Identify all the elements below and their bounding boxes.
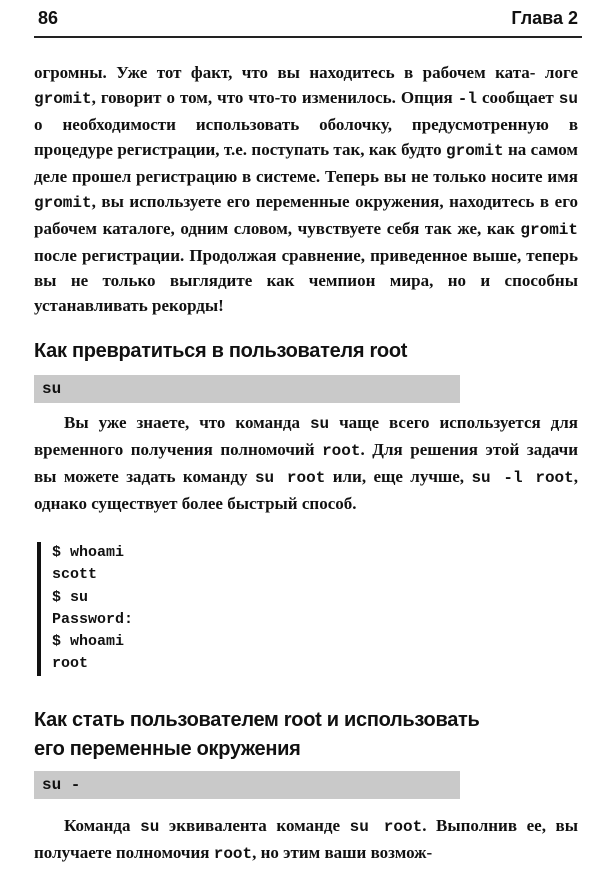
page-number: 86 [38, 8, 59, 28]
terminal-line: root [52, 655, 89, 673]
terminal-example [37, 542, 252, 676]
section-heading-root-env: Как стать пользователем root и использовать его переменные окружения [34, 709, 480, 760]
terminal-line: $ whoami [52, 544, 125, 561]
terminal-line: $ su [52, 588, 89, 606]
terminal-line: scott [52, 566, 98, 584]
header-divider [34, 36, 582, 38]
paragraph-intro: огромны. Уже тот факт, что вы находитесь в рабочем ката- логе gromit, говорит о том, что что-то изменилось. Опция -l сообщает su о необходимости использовать оболочку, предусмотренную в процедуре регистрации, т.е. поступать так, как будто gromit на самом деле прошел регистрацию в системе. Теперь вы не только носите имя gromit, вы используете его переменные окружения, находитесь в его рабочем каталоге, одним словом, чувствуете себя так же, как gromit после регистрации. Продолжая сравнение, приведенное выше, теперь вы не только выглядите как чемпион мира, но и способны устанавливать рекорды! [34, 63, 579, 315]
command-box-su: su [34, 375, 460, 403]
section-heading-root: Как превратиться в пользователя root [34, 340, 408, 362]
command-box-su-dash: su - [34, 771, 460, 799]
chapter-title: Глава 2 [511, 8, 578, 28]
paragraph-su-root: Вы уже знаете, что команда su чаще всего используется для временного получения полномочий root. Для решения этой задачи вы можете задать команду su root или, еще лучше, su -l root, однако существует более быстрый способ. [34, 413, 578, 513]
terminal-line: $ whoami [52, 633, 125, 651]
page-header [38, 8, 578, 34]
paragraph-su-dash: Команда su эквивалента команде su root. Выполнив ее, вы получаете полномочия root, но этим ваши возмож- [34, 816, 578, 863]
terminal-line: Password: [52, 610, 134, 628]
